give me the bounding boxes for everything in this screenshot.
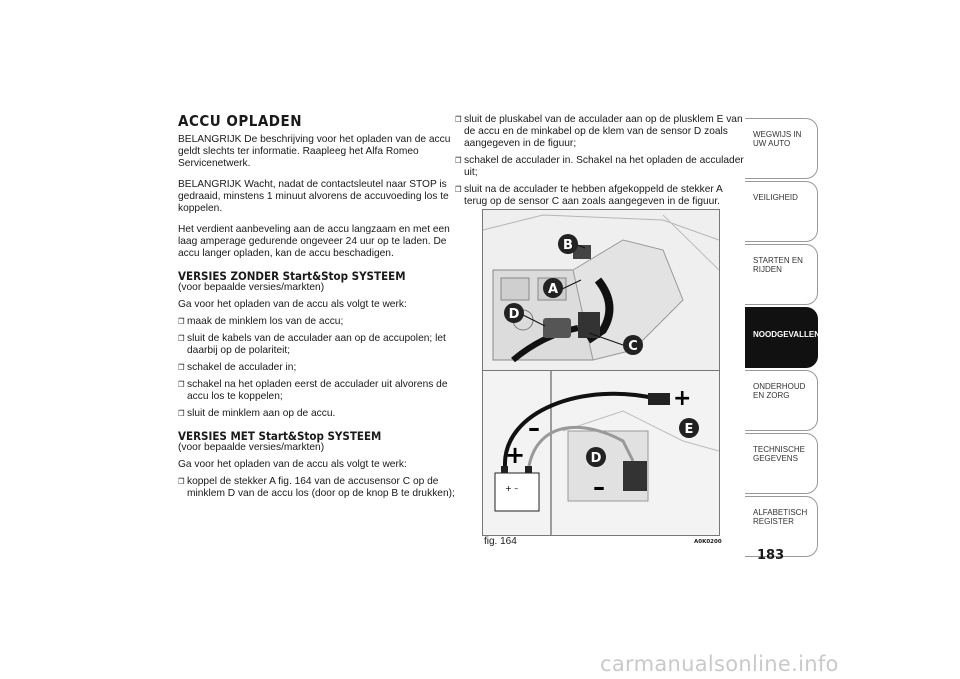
svg-text:B: B: [563, 238, 573, 253]
engine-bay-illustration: [483, 210, 719, 370]
minus-sign-sensor: –: [593, 473, 605, 501]
checkbox-bullet-icon: ❒: [178, 334, 185, 343]
callout-a: [543, 278, 563, 298]
plus-sign-battery: +: [505, 441, 526, 469]
svg-text:C: C: [628, 339, 638, 354]
figure-code: A0K0200: [694, 539, 722, 545]
callout-b: [558, 234, 578, 254]
chapter-tabs: [745, 118, 818, 559]
section-heading-without-startstop: VERSIES ZONDER Start&Stop SYSTEEM: [178, 269, 406, 283]
checkbox-bullet-icon: ❒: [178, 380, 185, 389]
watermark: carmanualsonline.info: [600, 652, 839, 676]
right-column: [455, 114, 745, 213]
list-item: ❒ koppel de stekker A fig. 164 van de accusensor C op de minklem D van de accu los (door op de knop B te drukken);: [178, 476, 455, 499]
list-item: ❒ schakel de acculader in. Schakel na het opladen de acculader uit;: [455, 155, 744, 178]
list-item: ❒ sluit de kabels van de acculader aan op de accupolen; let daarbij op de polariteit;: [178, 333, 446, 356]
section-note: (voor bepaalde versies/markten): [178, 442, 325, 453]
checkbox-bullet-icon: ❒: [178, 363, 185, 372]
svg-text:D: D: [508, 307, 520, 322]
paragraph-important-2: BELANGRIJK Wacht, nadat de contactsleutel naar STOP is gedraaid, minstens 1 minuut alvorens de accuvoeding los te koppelen.: [178, 179, 449, 214]
tab-starten-en-rijden[interactable]: STARTEN EN RIJDEN: [745, 244, 818, 305]
svg-text:+ –: + –: [505, 484, 519, 493]
svg-text:D: D: [590, 451, 602, 466]
section-note: (voor bepaalde versies/markten): [178, 282, 325, 293]
list-item: ❒ schakel na het opladen eerst de acculader uit alvorens de accu los te koppelen;: [178, 379, 448, 402]
checkbox-bullet-icon: ❒: [455, 156, 462, 165]
page-title: ACCU OPLADEN: [178, 112, 303, 130]
tab-onderhoud-en-zorg[interactable]: ONDERHOUD EN ZORG: [745, 370, 818, 431]
steps-list-continued: [455, 114, 745, 208]
tab-alfabetisch-register[interactable]: ALFABETISCH REGISTER: [745, 496, 818, 557]
steps-list-with-startstop: [178, 476, 460, 500]
callout-d-bottom: [586, 447, 606, 467]
battery-figure: [482, 209, 720, 536]
callout-e: [679, 418, 699, 438]
steps-list-without-startstop: [178, 316, 460, 420]
callout-c: [623, 335, 643, 355]
page-number: 183: [757, 548, 785, 563]
checkbox-bullet-icon: ❒: [178, 317, 185, 326]
section-intro: Ga voor het opladen van de accu als volgt te werk:: [178, 459, 407, 470]
tab-veiligheid[interactable]: VEILIGHEID: [745, 181, 818, 242]
paragraph-important-1: BELANGRIJK De beschrijving voor het opladen van de accu geldt slechts ter informatie. Raapleeg het Alfa Romeo Servicenetwerk.: [178, 134, 451, 169]
tab-wegwijs[interactable]: WEGWIJS IN UW AUTO: [745, 118, 818, 179]
list-item: ❒ sluit de minklem aan op de accu.: [178, 408, 336, 419]
checkbox-bullet-icon: ❒: [455, 115, 462, 124]
tab-noodgevallen[interactable]: NOODGEVALLEN: [745, 307, 818, 368]
list-item: ❒ sluit de pluskabel van de acculader aan op de plusklem E van de accu en de minkabel op de klem van de sensor D zoals aangegeven in de figuur;: [455, 114, 743, 149]
callout-d-top: [504, 303, 524, 323]
checkbox-bullet-icon: ❒: [455, 185, 462, 194]
section-heading-with-startstop: VERSIES MET Start&Stop SYSTEEM: [178, 429, 382, 443]
list-item: ❒ sluit na de acculader te hebben afgekoppeld de stekker A terug op de sensor C aan zoals aangegeven in de figuur.: [455, 184, 723, 207]
left-column: [178, 112, 460, 505]
figure-panel-sensor-detail: [483, 210, 719, 371]
section-intro: Ga voor het opladen van de accu als volgt te werk:: [178, 299, 407, 310]
list-item: ❒ maak de minklem los van de accu;: [178, 316, 344, 327]
paragraph-advice: Het verdient aanbeveling aan de accu langzaam en met een laag amperage gedurende ongeveer 24 uur op te laden. De accu langer opladen, kan de accu beschadigen.: [178, 224, 450, 259]
checkbox-bullet-icon: ❒: [178, 409, 185, 418]
svg-text:E: E: [684, 422, 694, 437]
svg-text:A: A: [547, 282, 559, 297]
checkbox-bullet-icon: ❒: [178, 477, 185, 486]
figure-caption: fig. 164: [484, 536, 517, 547]
charger-illustration: [483, 371, 719, 535]
figure-panel-charger-connection: [483, 371, 719, 535]
tab-technische-gegevens[interactable]: TECHNISCHE GEGEVENS: [745, 433, 818, 494]
minus-sign-battery: –: [528, 414, 540, 442]
list-item: ❒ schakel de acculader in;: [178, 362, 297, 373]
plus-sign: +: [673, 386, 692, 411]
